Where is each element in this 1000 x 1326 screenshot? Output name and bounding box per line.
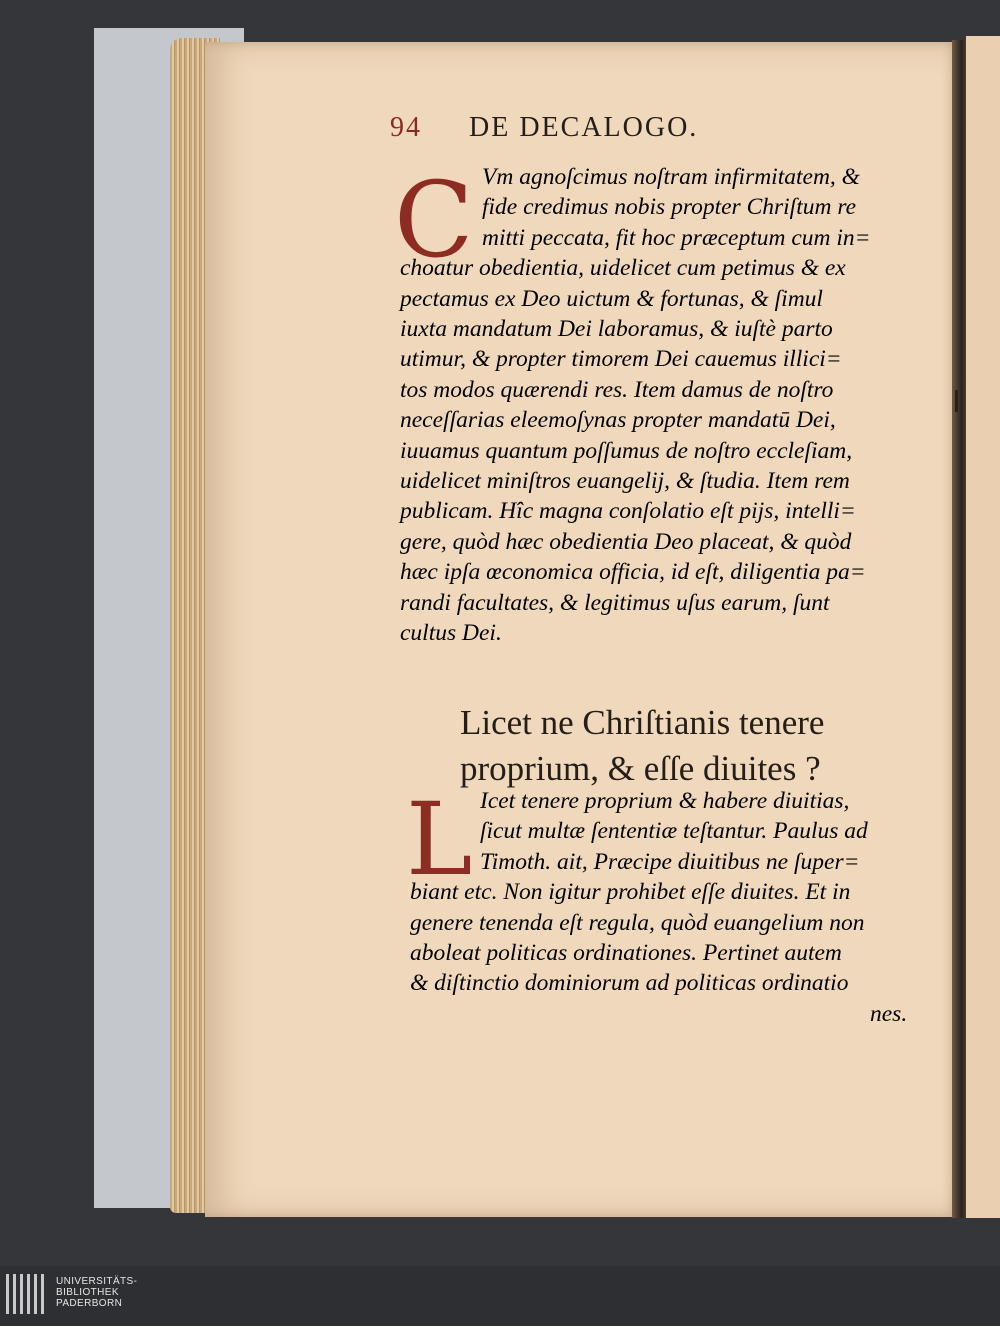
- text-line: cultus Dei.: [400, 620, 502, 646]
- text-line: biant etc. Non igitur prohibet eſſe diuites. Et in: [410, 879, 851, 906]
- text-line: hæc ipſa œconomica officia, id eſt, diligentia pa=: [400, 559, 866, 586]
- text-block-2: [410, 786, 930, 1056]
- text-line: choatur obedientia, uidelicet cum petimus & ex: [400, 255, 846, 282]
- text-line: & diſtinctio dominiorum ad politicas ordinatio: [410, 970, 849, 997]
- text-line: randi facultates, & legitimus uſus earum, ſunt: [400, 589, 830, 616]
- text-line: Vm agnoſcimus noſtram infirmitatem, &: [482, 164, 860, 190]
- page-number: 94: [390, 112, 422, 143]
- library-logo-icon: [6, 1274, 48, 1314]
- text-line: utimur, & propter timorem Dei cauemus illici=: [400, 346, 842, 373]
- text-line: aboleat politicas ordinationes. Pertinet autem: [410, 940, 842, 966]
- section-heading: [460, 700, 824, 792]
- drop-initial-l: L: [406, 781, 473, 898]
- text-line: Timoth. ait, Præcipe diuitibus ne ſuper=: [480, 848, 860, 875]
- library-footer: [0, 1266, 1000, 1326]
- heading-line-1: Licet ne Chriſtianis tenere: [460, 703, 825, 742]
- ink-mark: [955, 390, 958, 412]
- text-block-1: [400, 162, 920, 702]
- text-line: uidelicet miniſtros euangelij, & ſtudia. Item rem: [400, 468, 850, 494]
- running-head: [390, 112, 698, 144]
- text-line: iuuamus quantum poſſumus de noſtro eccleſiam,: [400, 437, 853, 464]
- text-line: gere, quòd hæc obedientia Deo placeat, & quòd: [400, 528, 852, 555]
- heading-line-2: proprium, & eſſe diuites ?: [460, 749, 821, 788]
- text-line: genere tenenda eſt regula, quòd euangelium non: [410, 909, 865, 936]
- text-line: nes.: [870, 1000, 908, 1027]
- running-title: DE DECALOGO.: [469, 112, 699, 143]
- text-line: pectamus ex Deo uictum & fortunas, & ſimul: [400, 285, 823, 312]
- library-name: UNIVERSITÄTS- BIBLIOTHEK PADERBORN: [56, 1276, 138, 1309]
- text-line: iuxta mandatum Dei laboramus, & iuſtè parto: [400, 316, 833, 342]
- text-line: mitti peccata, fit hoc præceptum cum in=: [482, 224, 871, 251]
- facing-page-edge: [966, 36, 1000, 1218]
- text-line: fide credimus nobis propter Chriſtum re: [482, 194, 857, 221]
- text-line: publicam. Hîc magna conſolatio eſt pijs, intelli=: [400, 498, 856, 525]
- drop-initial-c: C: [394, 159, 474, 281]
- text-line: tos modos quærendi res. Item damus de noſtro: [400, 376, 834, 403]
- text-line: Icet tenere proprium & habere diuitias,: [480, 788, 850, 814]
- text-line: neceſſarias eleemoſynas propter mandatū Dei,: [400, 407, 836, 434]
- text-line: ſicut multæ ſententiæ teſtantur. Paulus ad: [480, 818, 868, 845]
